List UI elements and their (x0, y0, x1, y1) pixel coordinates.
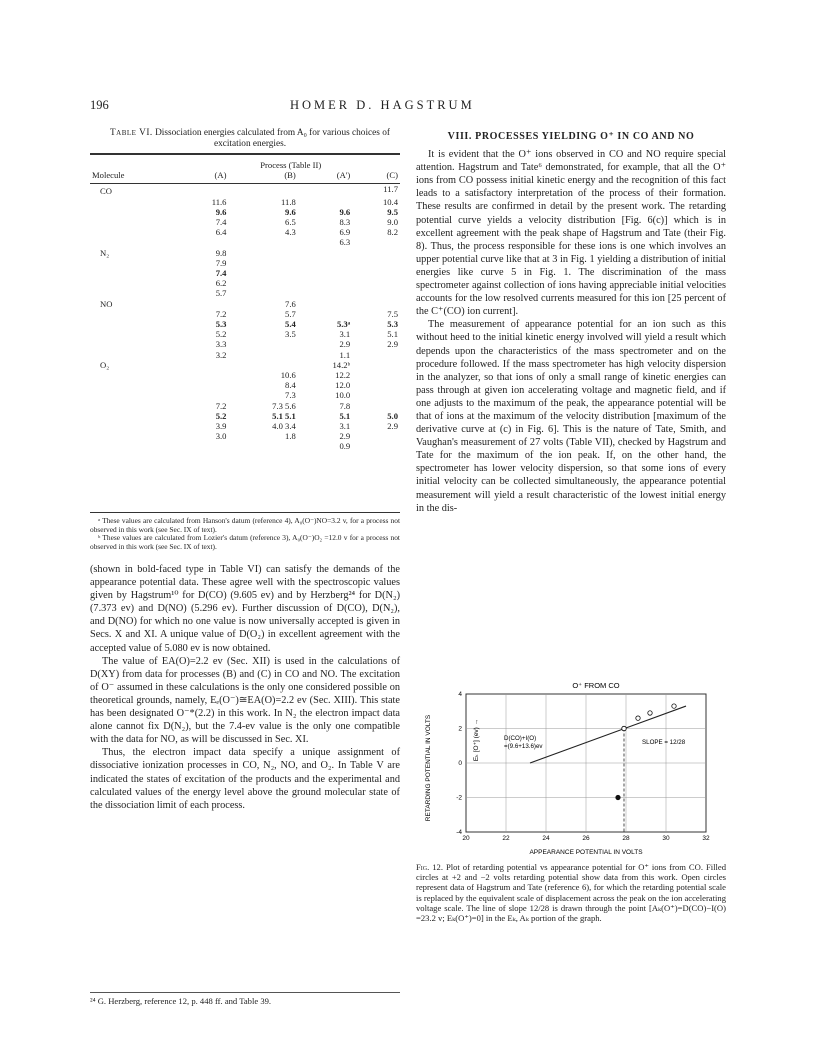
cell-value (298, 268, 352, 278)
y-tick-label: 0 (458, 760, 462, 767)
x-tick-label: 32 (702, 835, 710, 842)
table-footnote-b: ᵇ These values are calculated from Lozier's datum (reference 3), A₀(O⁻)O₂ =12.0 v for a process not observed in this work (see Sec. IX of text). (90, 533, 400, 551)
table-row (90, 431, 400, 441)
x-tick-label: 30 (662, 835, 670, 842)
cell-value (228, 268, 297, 278)
cell-value: 9.0 (387, 217, 398, 228)
x-tick-label: 28 (622, 835, 630, 842)
cell-value (228, 237, 297, 247)
cell-molecule (90, 288, 181, 298)
cell-value: 7.3 (285, 390, 296, 401)
cell-value: 5.3 (215, 319, 227, 330)
open-circle-point (672, 704, 676, 708)
table-row (90, 401, 400, 411)
table-row (90, 411, 400, 421)
left-paragraph: (shown in bold-faced type in Table VI) can satisfy the demands of the appearance potential data. These agree well with the spectroscopic values given by Hagstrum¹⁰ for D(CO) (9.605 ev) and by Herzberg²⁴ for D(N₂) (7.373 ev) and D(NO) (5.296 ev). Further discussion of D(CO), D(N₂), and D(NO) for which no one value is now universally accepted is given in Secs. X and XI. A unique value of D(O₂) in excellent agreement with the accepted value of 5.080 ev is now obtained. (90, 564, 400, 654)
cell-value (352, 401, 400, 411)
cell-value: 1.1 (339, 349, 351, 360)
cell-value (228, 278, 297, 288)
cell-value (228, 339, 297, 349)
cell-value (228, 288, 297, 298)
table-row (90, 184, 400, 197)
figure-caption (416, 862, 726, 923)
cell-molecule (90, 197, 181, 207)
cell-value: 5.7 (285, 308, 296, 319)
cell-value: 3.1 (339, 421, 351, 432)
cell-value (298, 197, 352, 207)
cell-value: 3.9 (215, 421, 227, 432)
x-tick-label: 24 (542, 835, 550, 842)
col-molecule: Molecule (92, 170, 125, 181)
cell-value (352, 390, 400, 400)
cell-value: 3.5 (285, 329, 296, 340)
cell-value (352, 248, 400, 258)
cell-value (181, 184, 228, 197)
cell-molecule (90, 319, 181, 329)
cell-value: 4.0 3.4 (272, 421, 296, 432)
open-circle-point (636, 716, 640, 720)
cell-value: 3.1 (339, 329, 351, 340)
table-row (90, 268, 400, 278)
cell-value: 9.6 (339, 206, 351, 217)
cell-value: 2.9 (339, 431, 351, 442)
cell-value: 5.2 (215, 329, 227, 340)
running-title: HOMER D. HAGSTRUM (290, 98, 475, 112)
cell-molecule (90, 421, 181, 431)
y-tick-label: 2 (458, 725, 462, 733)
cell-molecule (90, 278, 181, 288)
cell-molecule: NO (100, 298, 113, 309)
cell-value: 6.4 (215, 227, 227, 238)
cell-value: 9.6 (285, 206, 296, 217)
cell-value (298, 288, 352, 298)
table-footnotes (90, 517, 400, 551)
slope-label: SLOPE = 12/28 (642, 739, 686, 746)
cell-value (181, 370, 228, 380)
cell-value (352, 380, 400, 390)
left-paragraph: Thus, the electron impact data specify a unique assignment of dissociative ionization processes in CO, N₂, NO, and O₂. In Table V are indicated the states of excitation of the products and the experimental and calculated values of the energy level above the ground molecular state of the dissociation limit of each process. (90, 747, 400, 811)
cell-value (352, 360, 400, 370)
table-row (90, 350, 400, 360)
cell-molecule (90, 339, 181, 349)
col-b: (B) (284, 170, 296, 181)
cell-value (298, 258, 352, 268)
cell-value: 0.9 (339, 441, 351, 452)
cell-molecule (90, 268, 181, 278)
table-row (90, 207, 400, 217)
grid (466, 694, 706, 832)
cell-value: 7.4 (215, 268, 227, 279)
y-tick-label: 4 (458, 691, 462, 698)
cell-value: 5.0 (387, 410, 398, 421)
cell-value: 5.4 (285, 319, 296, 330)
cell-value (352, 288, 400, 298)
open-circle-point (622, 726, 626, 730)
cell-value: 4.3 (285, 227, 296, 238)
cell-value (298, 309, 352, 319)
cell-value: 3.2 (215, 349, 227, 360)
cell-value (352, 441, 400, 451)
col-a: (A) (214, 170, 227, 181)
data-points (616, 704, 676, 800)
y-axis-label: RETARDING POTENTIAL IN VOLTS (425, 714, 432, 822)
cell-value: 5.2 (215, 410, 227, 421)
cell-value: 9.6 (215, 206, 227, 217)
cell-value: 8.2 (387, 227, 398, 238)
x-axis-label: APPEARANCE POTENTIAL IN VOLTS (529, 849, 643, 856)
cell-value: 3.3 (215, 339, 227, 350)
col-c: (C) (386, 170, 398, 181)
cell-molecule (90, 258, 181, 268)
cell-value (228, 184, 297, 197)
table-row (90, 370, 400, 380)
table-row (90, 319, 400, 329)
table-bottom-rule (90, 512, 400, 513)
cell-value: 10.4 (382, 196, 398, 207)
left-column-text (90, 563, 400, 812)
cell-molecule (90, 329, 181, 339)
cell-value: 7.4 (215, 217, 227, 228)
cell-value: 5.3ᵃ (336, 319, 351, 330)
cell-value: 2.9 (387, 339, 398, 350)
cell-value: 5.1 (387, 329, 398, 340)
cell-value: 9.5 (387, 206, 398, 217)
cell-value: 3.0 (215, 431, 227, 442)
y-axis-label-ek: Eₖ [O⁺] (ev) → (473, 718, 480, 762)
cell-value (352, 299, 400, 309)
cell-value (181, 380, 228, 390)
cell-value (352, 431, 400, 441)
cell-value (181, 299, 228, 309)
cell-molecule: O₂ (100, 359, 110, 370)
table-row (90, 421, 400, 431)
cell-value: 11.7 (383, 184, 398, 195)
table-row (90, 309, 400, 319)
cell-value: 10.6 (280, 370, 296, 381)
cell-molecule (90, 431, 181, 441)
table-row (90, 278, 400, 288)
cell-value: 6.3 (339, 237, 351, 248)
cell-value: 11.6 (211, 196, 227, 207)
cell-molecule (90, 227, 181, 237)
cell-value: 7.3 5.6 (272, 400, 296, 411)
cell-value: 10.0 (335, 390, 351, 401)
cell-value: 2.9 (387, 421, 398, 432)
cell-molecule (90, 350, 181, 360)
cell-value (298, 278, 352, 288)
cell-molecule (90, 237, 181, 247)
cell-molecule (90, 380, 181, 390)
filled-circle-point (616, 795, 620, 799)
cell-molecule (90, 411, 181, 421)
cell-value (352, 278, 400, 288)
cell-molecule: CO (100, 186, 112, 197)
cell-molecule (90, 309, 181, 319)
table-row (90, 339, 400, 349)
table-row (90, 380, 400, 390)
cell-value (181, 390, 228, 400)
fit-line (530, 706, 686, 763)
table-row (90, 360, 400, 370)
x-tick-label: 26 (582, 835, 590, 842)
cell-value: 14.2ᵇ (332, 359, 351, 370)
cell-value (228, 258, 297, 268)
figure-12-plot (416, 678, 726, 858)
cell-value (181, 237, 228, 247)
x-tick-label: 20 (462, 835, 470, 842)
cell-value (352, 350, 400, 360)
table-caption-label: Table VI. (110, 128, 153, 138)
cell-value (352, 237, 400, 247)
cell-molecule: N₂ (100, 247, 110, 258)
cell-value: 6.9 (339, 227, 351, 238)
table-row (90, 217, 400, 227)
open-circle-point (648, 711, 652, 715)
cell-molecule (90, 441, 181, 451)
cell-value: 8.3 (339, 217, 351, 228)
right-paragraph: It is evident that the O⁺ ions observed in CO and NO require special attention. Hagstrum and Tate⁶ demonstrated, for example, that all the O⁺ ions from CO possess initial kinetic energy and the recognition of this fact leads to a satisfactory interpretation of the process of their formation. These results are confirmed in detail by the present work. The retarding potential curve yields a velocity distribution [Fig. 6(c)] which is in excellent agreement with the peak shape of Hagstrum and Tate (their Fig. 8). Thus, the process responsible for these ions is one which involves an upper potential curve like that at 3 in Fig. 1 yielding a distribution of initial energies like curve 5 in Fig. 1. The discrimination of the mass spectrometer against collection of ions having appreciable initial velocities accounts for the low resolved currents measured for this ion [25 percent of the C⁺(CO) ion current]. (416, 149, 726, 318)
section-title: VIII. PROCESSES YIELDING O⁺ IN CO AND NO (447, 131, 695, 142)
cell-molecule (90, 370, 181, 380)
cell-value: 11.8 (281, 196, 296, 207)
cell-value: 5.1 (339, 410, 351, 421)
table-row (90, 258, 400, 268)
cell-value: 7.2 (215, 400, 227, 411)
cell-value: 7.8 (339, 400, 351, 411)
cell-value: 6.5 (285, 217, 296, 228)
cell-value: 7.5 (387, 308, 398, 319)
ticks (456, 691, 710, 842)
cell-molecule (90, 390, 181, 400)
figure-caption-label: Fig. 12. (416, 862, 443, 872)
table-row (90, 390, 400, 400)
page-number: 196 (90, 98, 109, 112)
cell-value (228, 248, 297, 258)
y-tick-label: -2 (456, 794, 462, 802)
table-row (90, 197, 400, 207)
cell-value: 7.6 (285, 298, 296, 309)
cell-value (228, 350, 297, 360)
figure-12 (416, 678, 726, 858)
figure-title: O⁺ FROM CO (572, 681, 620, 690)
table-row (90, 237, 400, 247)
cell-value (228, 441, 297, 451)
cell-value: 1.8 (285, 431, 296, 442)
figure-caption-text: Plot of retarding potential vs appearance potential for O⁺ ions from CO. Filled circles at +2 and −2 volts retarding potential show data from this work. Open circles represent data of Hagstrum and Tate (reference 6), for which the retarding potential scale is replaced by the equivalent scale of displacement across the peak on the ion accelerating voltage scale. The line of slope 12/28 is drawn through the point [Aₖ(O⁺)=D(CO)−I(O) =23.2 v; Eₖ(O⁺)=0] in the Eₖ, Aₖ portion of the graph. (416, 862, 727, 924)
footnote-24: ²⁴ G. Herzberg, reference 12, p. 448 ff. and Table 39. (90, 992, 400, 1006)
cell-value: 7.9 (215, 257, 227, 268)
cell-value (352, 370, 400, 380)
process-header: Process (Table II) (260, 160, 322, 170)
table-caption (105, 128, 395, 150)
cell-value (181, 360, 228, 370)
cell-value: 12.0 (335, 380, 351, 391)
cell-value (228, 360, 297, 370)
table-row (90, 441, 400, 451)
cell-value (181, 441, 228, 451)
table-row (90, 329, 400, 339)
table-row (90, 248, 400, 258)
cell-value: 9.8 (215, 247, 227, 258)
left-paragraph: The value of EA(O)=2.2 ev (Sec. XII) is used in the calculations of D(XY) from data for processes (B) and (C) in CO and NO. The excitation of O⁻ assumed in these calculations is the only one considered possible on theoretical grounds, namely, Eₑ(O⁻)≅EA(O)=2.2 ev (Sec. XIII). This state has been designated O⁻*(2.2) in this work. In N₂ the electron impact data alone cannot fix D(N₂), but the 7.4-ev value is the only one compatible with the data for NO, as will be discussed in Sec. XI. (90, 655, 400, 746)
col-ap: (A') (336, 170, 351, 181)
annotation-dco-value: =(9.6+13.6)ev (504, 743, 543, 750)
table-row (90, 227, 400, 237)
table-row (90, 288, 400, 298)
table-caption-text: Dissociation energies calculated from A₀ for various choices of excitation energies. (155, 128, 390, 149)
y-tick-label: -4 (456, 829, 462, 836)
cell-value: 5.1 5.1 (272, 410, 296, 421)
table-footnote-a: ᵃ These values are calculated from Hanson's datum (reference 4), A₀(O⁻)NO=3.2 v, for a process not observed in this work (see Sec. IX of text). (90, 516, 400, 534)
right-paragraph: The measurement of appearance potential for an ion such as this without heed to the initial kinetic energy involved will yield a result which depends upon the characteristics of the mass spectrometer and on the procedure followed. If the mass spectrometer has high velocity dispersion in the analyzer, so that ions of only a small range of kinetic energies can pass through at given ion accelerating voltage and magnetic field, and if one adjusts to the maximum of the peak, the appearance potential will be that of ions at the maximum of the velocity distribution [maximum of the derivative curve at (c) in Fig. 6]. This is the nature of Tate, Smith, and Vaughan's measurement of 27 volts (Table VII), checked by Hagstrum and Tate for the maximum of the ion peak. If, on the other hand, the spectrometer has lower velocity dispersion, so that some ions of every initial velocity can be collected simultaneously, the appearance potential measurement will yield a result characteristic of the lowest initial energy in the dis- (416, 319, 726, 514)
cell-value: 2.9 (339, 339, 351, 350)
dissociation-energy-table (90, 155, 400, 452)
cell-value: 5.3 (387, 319, 398, 330)
right-column-text (416, 130, 726, 515)
cell-value (298, 248, 352, 258)
cell-value: 6.2 (215, 278, 227, 289)
cell-value (352, 258, 400, 268)
cell-value (298, 299, 352, 309)
cell-value: 8.4 (285, 380, 296, 391)
cell-molecule (90, 401, 181, 411)
cell-molecule (90, 217, 181, 227)
cell-value: 5.7 (215, 288, 227, 299)
annotation-dco: D(CO)+I(O) (504, 735, 537, 742)
table-row (90, 299, 400, 309)
cell-value (352, 268, 400, 278)
cell-molecule (90, 207, 181, 217)
x-tick-label: 22 (502, 835, 510, 842)
cell-value: 12.2 (335, 370, 351, 381)
cell-value (298, 184, 352, 197)
cell-value: 7.2 (215, 308, 227, 319)
